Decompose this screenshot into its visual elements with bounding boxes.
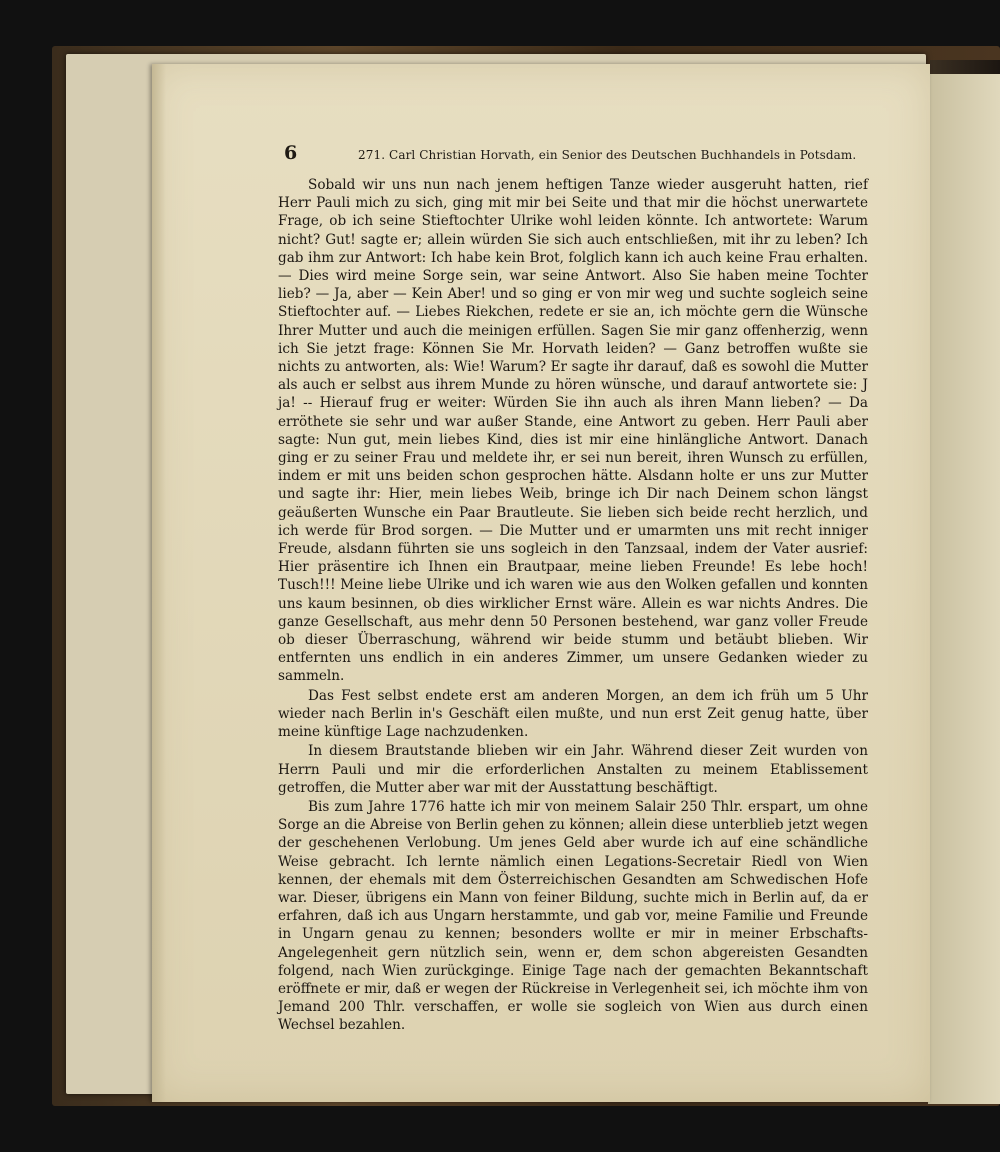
page-header [284,142,924,164]
page-body [278,176,868,1036]
paragraph: Sobald wir uns nun nach jenem heftigen Tanze wieder ausgeruht hatten, rief Herr Pauli mich zu sich, ging mit mir bei Seite und that mir die höchst unerwartete Frage, ob ich seine Stieftochter Ulrike wohl leiden könnte. Ich antwortete: Warum nicht? Gut! sagte er; allein würden Sie sich auch entschließen, mit ihr zu leben? Ich gab ihm zur Antwort: Ich habe kein Brot, folglich kann ich auch keine Frau erhalten. — Dies wird meine Sorge sein, war seine Antwort. Also Sie haben meine Tochter lieb? — Ja, aber — Kein Aber! und so ging er von mir weg und suchte sogleich seine Stieftochter auf. — Liebes Riekchen, redete er sie an, ich möchte gern die Wünsche Ihrer Mutter und auch die meinigen erfüllen. Sagen Sie mir ganz offenherzig, wenn ich Sie jetzt frage: Können Sie Mr. Horvath leiden? — Ganz betroffen wußte sie nichts zu antworten, als: Wie! Warum? Er sagte ihr darauf, daß es sowohl die Mutter als auch er selbst aus ihrem Munde zu hören wünsche, und darauf antwortete sie: J ja! -- Hierauf frug er weiter: Würden Sie ihn auch als ihren Mann lieben? — Da erröthete sie sehr und war außer Stande, eine Antwort zu geben. Herr Pauli aber sagte: Nun gut, mein liebes Kind, dies ist mir eine hinlängliche Antwort. Danach ging er zu seiner Frau und meldete ihr, er sei nun bereit, ihren Wunsch zu erfüllen, indem er mit uns beiden schon gesprochen hätte. Alsdann holte er uns zur Mutter und sagte ihr: Hier, mein liebes Weib, bringe ich Dir nach Deinem schon längst geäußerten Wunsche ein Paar Brautleute. Sie lieben sich beide recht herzlich, und ich werde für Brod sorgen. — Die Mutter und er umarmten uns mit recht inniger Freude, alsdann führten sie uns sogleich in den Tanzsaal, indem der Vater ausrief: Hier präsentire ich Ihnen ein Brautpaar, meine lieben Freunde! Es lebe hoch! Tusch!!! Meine liebe Ulrike und ich waren wie aus den Wolken gefallen und konnten uns kaum besinnen, ob dies wirklicher Ernst wäre. Allein es war nichts Andres. Die ganze Gesellschaft, aus mehr denn 50 Personen bestehend, war ganz voller Freude ob dieser Überraschung, während wir beide stumm und betäubt blieben. Wir entfernten uns endlich in ein anderes Zimmer, um unsere Gedanken wieder zu sammeln. [278,177,868,685]
paragraph: In diesem Brautstande blieben wir ein Jahr. Während dieser Zeit wurden von Herrn Pauli und mir die erforderlichen Anstalten zu meinem Etablissement getroffen, die Mutter aber war mit der Ausstattung beschäftigt. [278,743,868,796]
running-head: 271. Carl Christian Horvath, ein Senior des Deutschen Buchhandels in Potsdam. [358,148,857,162]
facing-page-edge [928,74,1000,1104]
paragraph: Bis zum Jahre 1776 hatte ich mir von meinem Salair 250 Thlr. erspart, um ohne Sorge an die Abreise von Berlin gehen zu können; allein diese unterblieb jetzt wegen der geschehenen Verlobung. Um jenes Geld aber wurde ich auf eine schändliche Weise gebracht. Ich lernte nämlich einen Legations-Secretair Riedl von Wien kennen, der ehemals mit dem Österreichischen Gesandten am Schwedischen Hofe war. Dieser, übrigens ein Mann von feiner Bildung, suchte mich in Berlin auf, da er erfahren, daß ich aus Ungarn herstammte, und gab vor, meine Familie und Freunde in Ungarn genau zu kennen; besonders wollte er mir in meiner Erbschafts-Angelegenheit gern nützlich sein, wenn er, dem schon abgereisten Gesandten folgend, nach Wien zurückginge. Einige Tage nach der gemachten Bekanntschaft eröffnete er mir, daß er wegen der Rückreise in Verlegenheit sei, ich möchte ihm von Jemand 200 Thlr. verschaffen, er wolle sie sogleich von Wien aus durch einen Wechsel bezahlen. [278,798,868,1034]
book-page [152,64,930,1102]
page-number: 6 [284,142,298,164]
paragraph: Das Fest selbst endete erst am anderen Morgen, an dem ich früh um 5 Uhr wieder nach Berlin in's Geschäft eilen mußte, und nun erst Zeit genug hatte, über meine künftige Lage nachzudenken. [278,687,868,741]
page-edge-shading [152,64,166,1102]
